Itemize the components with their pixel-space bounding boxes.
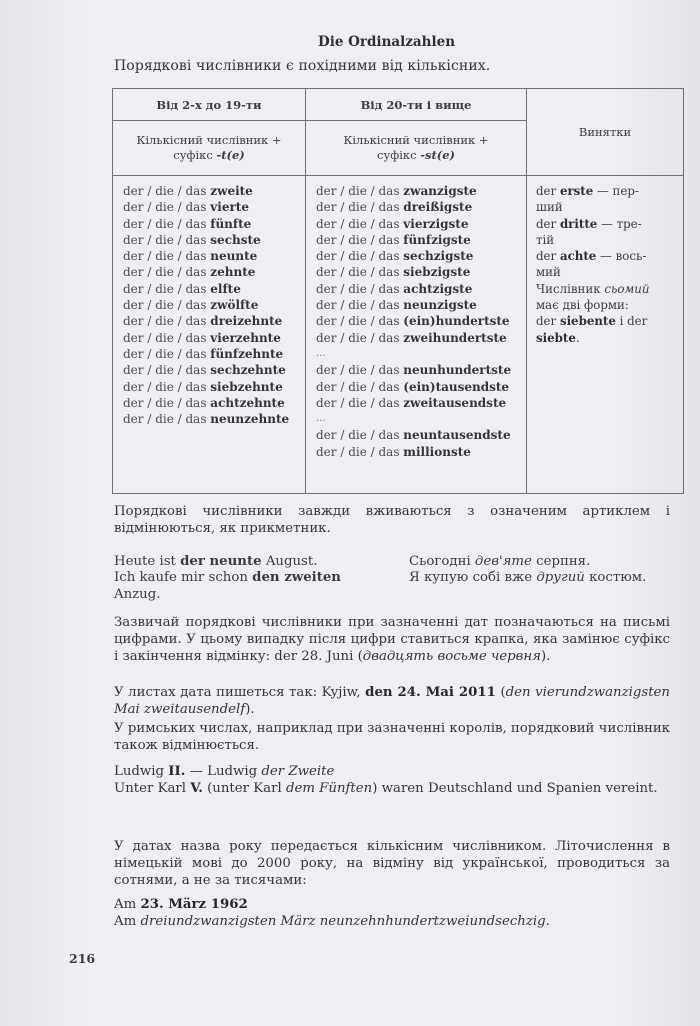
italic: der Zweite xyxy=(261,764,335,779)
text: ). xyxy=(245,702,255,717)
ordinal-item xyxy=(316,297,526,313)
example-uk-1 xyxy=(409,554,679,571)
ordinal-item xyxy=(123,232,305,248)
ordinal-word: elfte xyxy=(210,281,241,296)
article: der / die / das xyxy=(123,363,211,378)
italic: den vierundzwanzigsten Mai zweitausendelf xyxy=(114,685,670,717)
ordinal-item xyxy=(316,444,526,460)
ordinal-item xyxy=(316,330,526,346)
ordinal-item xyxy=(123,248,305,264)
header-exceptions: Винятки xyxy=(527,89,684,176)
text: Ich kaufe mir schon xyxy=(114,570,253,585)
ordinal-item xyxy=(316,183,526,199)
article: der xyxy=(536,314,560,329)
column-exceptions xyxy=(527,176,684,494)
article: der / die / das xyxy=(316,395,404,410)
header-rule-t xyxy=(113,121,306,176)
text: ). xyxy=(540,649,551,664)
ordinal-item xyxy=(316,395,526,411)
header-rule-st xyxy=(306,121,527,176)
ordinal-item xyxy=(316,216,526,232)
ordinal-word: sechzehnte xyxy=(210,363,286,378)
article: der / die / das xyxy=(316,330,404,345)
ordinal-word: siebzehnte xyxy=(210,379,283,394)
italic: дев'яте xyxy=(474,554,532,569)
ordinal-word: dreißigste xyxy=(403,200,473,215)
ordinal-word: zweitausendste xyxy=(403,395,507,410)
article: der / die / das xyxy=(123,395,211,410)
exception-dritte xyxy=(536,216,677,232)
note-italic: сьомий xyxy=(604,281,650,296)
suffix-t: -t(e) xyxy=(216,148,245,162)
ordinal-item xyxy=(123,330,305,346)
article: der / die / das xyxy=(123,232,211,247)
translation-cont: ший xyxy=(536,200,563,215)
ordinal-word: neuntausendste xyxy=(403,428,511,443)
article: der / die / das xyxy=(123,249,211,264)
article: der / die / das xyxy=(316,314,404,329)
exceptions-text xyxy=(536,183,683,346)
article: der / die / das xyxy=(123,298,211,313)
ordinal-word: zwanzigste xyxy=(403,184,477,198)
example-date-numeric xyxy=(114,896,670,913)
text: У листах дата пишеться так: Kyjiw, xyxy=(114,685,366,700)
rule-t-line2 xyxy=(113,148,305,163)
column-20-and-above xyxy=(306,176,527,494)
text: Am xyxy=(114,897,141,912)
article: der / die / das xyxy=(316,265,404,280)
column-2-to-19 xyxy=(113,176,306,494)
article: der / die / das xyxy=(123,216,211,231)
article: der / die / das xyxy=(316,216,404,231)
article: der / die / das xyxy=(316,379,404,394)
example-de-1 xyxy=(114,554,404,571)
ordinal-item xyxy=(123,411,305,427)
seventh-forms-cont xyxy=(536,330,677,346)
italic: двадцять восьме червня xyxy=(362,649,541,664)
ordinal-word: neunzigste xyxy=(403,298,477,313)
text: Зазвичай порядкові числівники при зазначенні дат позначаються на письмі цифрами. У цьому випадку після цифри ставиться крапка, яка замінює суфікс і закінчення відмінку: der 28. Juni ( xyxy=(114,615,670,664)
rule-st-line2 xyxy=(306,148,526,163)
article: der / die / das xyxy=(123,412,211,427)
note-seventh xyxy=(536,281,677,297)
article: der / die / das xyxy=(123,184,211,198)
bold: den zweiten xyxy=(252,570,341,585)
ordinal-item xyxy=(123,395,305,411)
ordinal-item xyxy=(316,281,526,297)
ordinal-word: vierzigste xyxy=(403,216,469,231)
ordinal-word: fünfte xyxy=(210,216,252,231)
ordinal-word: fünfzigste xyxy=(403,232,471,247)
paragraph-article-usage: Порядкові числівники завжди вживаються з означеним артиклем і відмінюються, як прикметник. xyxy=(114,504,670,536)
ordinal-item xyxy=(316,427,526,443)
translation: — вось- xyxy=(596,249,647,264)
text: серпня. xyxy=(531,554,591,569)
ellipsis: ... xyxy=(316,347,326,359)
article: der / die / das xyxy=(316,444,404,459)
paragraph-years: У датах назва року передається кількісним числівником. Літочислення в німецькій мові до 2000 року, на відміну від української, проводиться за сотнями, а не за тисячами: xyxy=(114,839,670,888)
text: Я купую собі вже xyxy=(409,570,537,585)
ordinal-list-20-up xyxy=(316,183,526,460)
bold: II. xyxy=(168,764,186,779)
page-title-text: Die Ordinalzahlen xyxy=(318,34,456,50)
text: — Ludwig xyxy=(185,764,262,779)
ordinal-word: achtzigste xyxy=(403,281,473,296)
ordinal-list-2-19 xyxy=(123,183,305,427)
article: der / die / das xyxy=(123,314,211,329)
bold: V. xyxy=(190,781,203,796)
example-date-words xyxy=(114,913,670,930)
italic: dem Fünften xyxy=(285,781,373,796)
ordinal-word: fünfzehnte xyxy=(210,346,284,361)
ordinal-word: millionste xyxy=(403,444,471,459)
example-uk-2 xyxy=(409,570,679,587)
ordinal-item xyxy=(123,346,305,362)
period: . xyxy=(575,330,580,345)
text: ( xyxy=(495,685,506,700)
ordinal-word: zehnte xyxy=(210,265,256,280)
ordinal-word: (ein)hundertste xyxy=(403,314,510,329)
ordinal-item xyxy=(123,216,305,232)
ordinal-word: neunte xyxy=(210,249,258,264)
ordinal-item xyxy=(123,199,305,215)
ellipsis: ... xyxy=(316,413,326,425)
seventh-forms xyxy=(536,313,677,329)
translation: — пер- xyxy=(593,184,639,198)
article: der / die / das xyxy=(316,249,404,264)
ordinal-word: neunhundertste xyxy=(403,363,512,378)
ordinal-item xyxy=(123,183,305,199)
article: der / die / das xyxy=(316,184,404,198)
note-prefix: Числівник xyxy=(536,281,605,296)
paragraph-roman: У римських числах, наприклад при зазначенні королів, порядковий числівник також відмінюється. xyxy=(114,721,670,753)
ordinal-item xyxy=(123,379,305,395)
italic: другий xyxy=(536,570,585,585)
example-ludwig xyxy=(114,763,670,780)
article: der / die / das xyxy=(316,281,404,296)
rule-t-prefix: суфікс xyxy=(173,148,217,162)
text: Сьогодні xyxy=(409,554,475,569)
example-de-2 xyxy=(114,570,404,603)
article: der / die / das xyxy=(123,281,211,296)
intro-sentence: Порядкові числівники є похідними від кількісних. xyxy=(114,58,491,74)
article: der xyxy=(536,184,560,198)
ordinal-item xyxy=(316,264,526,280)
ordinal-item xyxy=(123,313,305,329)
text: . xyxy=(545,914,550,929)
header-2-to-19: Від 2-х до 19-ти xyxy=(113,89,306,121)
translation: — тре- xyxy=(597,216,642,231)
conjunction: і der xyxy=(615,314,648,329)
article: der / die / das xyxy=(123,200,211,215)
rule-st-line1: Кількісний числівник + xyxy=(343,133,489,147)
page-number: 216 xyxy=(69,951,96,966)
article: der / die / das xyxy=(316,232,404,247)
ordinal-word: (ein)tausendste xyxy=(403,379,510,394)
paragraph-letters xyxy=(114,684,670,718)
ordinal-item xyxy=(316,362,526,378)
ordinal-item xyxy=(316,248,526,264)
note-line2: має дві форми: xyxy=(536,298,629,313)
text: Anzug. xyxy=(114,586,161,602)
bold: der neunte xyxy=(180,554,262,569)
translation-cont: мий xyxy=(536,265,561,280)
word: erste xyxy=(559,184,594,198)
ordinal-word: neunzehnte xyxy=(210,412,290,427)
ordinal-item xyxy=(123,264,305,280)
ordinal-word: siebzigste xyxy=(403,265,471,280)
ordinal-item xyxy=(123,281,305,297)
article: der / die / das xyxy=(316,298,404,313)
word: achte xyxy=(559,249,597,264)
ordinal-item xyxy=(123,362,305,378)
ordinal-word: zweihundertste xyxy=(403,330,507,345)
ordinal-word: vierte xyxy=(210,200,249,215)
word-siebente: siebente xyxy=(559,314,616,329)
ordinal-item xyxy=(316,379,526,395)
ordinal-item xyxy=(123,297,305,313)
paragraph-dates xyxy=(114,614,670,665)
text: August. xyxy=(261,554,318,569)
article: der / die / das xyxy=(123,265,211,280)
text: Ludwig xyxy=(114,764,169,779)
article: der / die / das xyxy=(123,330,211,345)
suffix-st: -st(e) xyxy=(420,148,455,162)
ordinal-item xyxy=(316,199,526,215)
bold: 23. März 1962 xyxy=(140,897,248,912)
ordinal-numbers-table xyxy=(112,88,684,494)
rule-t-line1: Кількісний числівник + xyxy=(136,133,282,147)
article: der xyxy=(536,216,560,231)
exception-erste xyxy=(536,183,677,199)
text: Unter Karl xyxy=(114,781,191,796)
rule-st-prefix: суфікс xyxy=(377,148,421,162)
word-siebte: siebte xyxy=(536,330,576,345)
ordinal-word: sechste xyxy=(210,232,261,247)
ordinal-word: achtzehnte xyxy=(210,395,285,410)
article: der / die / das xyxy=(316,363,404,378)
text: ) waren Deutschland und Spanien vereint. xyxy=(372,781,658,796)
text: (unter Karl xyxy=(202,781,286,796)
word: dritte xyxy=(559,216,598,231)
ordinal-word: zwölfte xyxy=(210,298,259,313)
ordinal-word: sechzigste xyxy=(403,249,474,264)
ordinal-item xyxy=(316,313,526,329)
bold: den 24. Mai 2011 xyxy=(365,685,496,700)
exception-achte xyxy=(536,248,677,264)
article: der / die / das xyxy=(123,346,211,361)
text: Am xyxy=(114,914,141,929)
article: der / die / das xyxy=(316,200,404,215)
article: der / die / das xyxy=(123,379,211,394)
text: Heute ist xyxy=(114,554,181,569)
ordinal-word: zweite xyxy=(210,184,253,198)
ordinal-word: vierzehnte xyxy=(210,330,281,345)
text: костюм. xyxy=(584,570,647,585)
ordinal-word: dreizehnte xyxy=(210,314,283,329)
article: der / die / das xyxy=(316,428,404,443)
example-karl xyxy=(114,780,670,797)
italic: dreiundzwanzigsten März neunzehnhundertzweiundsechzig xyxy=(140,914,546,929)
header-20-and-above: Від 20-ти і вище xyxy=(306,89,527,121)
translation-cont: тій xyxy=(536,232,555,247)
ordinal-item xyxy=(316,232,526,248)
article: der xyxy=(536,249,560,264)
